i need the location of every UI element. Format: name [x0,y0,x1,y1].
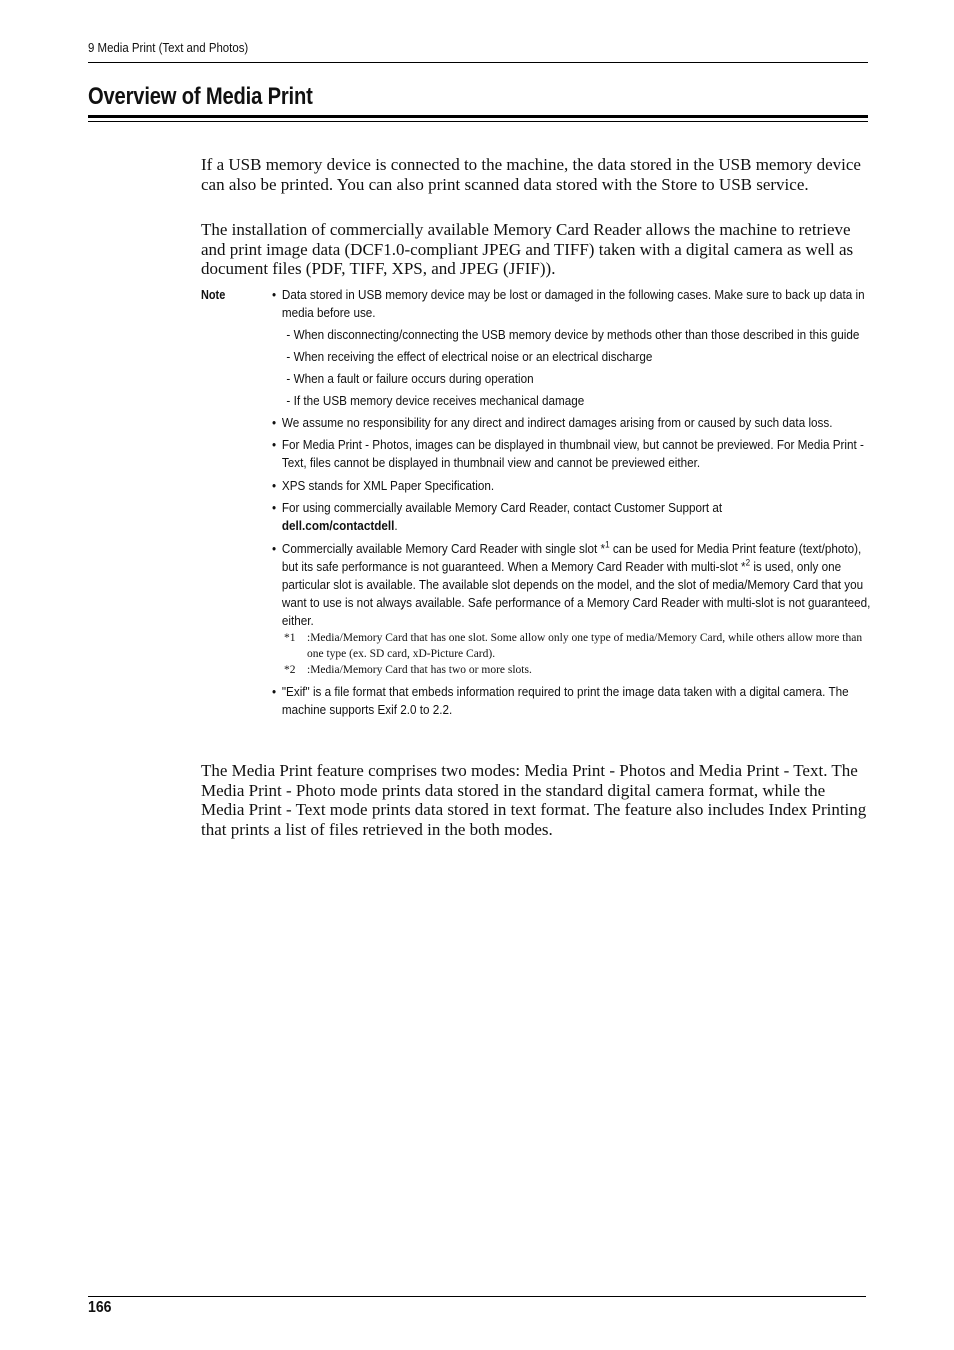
bullet-icon: • [272,415,277,430]
bullet-icon: • [272,287,277,302]
note-item-liability [272,414,876,432]
page-number: 166 [88,1299,112,1316]
note-subitem [272,392,888,410]
note-item-support [272,499,876,535]
note-subitem [272,370,888,388]
intro-paragraph-card-reader: The installation of commercially available Memory Card Reader allows the machine to retrieve and print image data (DCF1.0-compliant JPEG and TIFF) taken with a digital camera as well as document files (PDF, TIFF, XPS, and JPEG (JFIF)). [201,220,854,278]
dash-icon: - [286,371,291,386]
footnote-ref-1: 1 [605,539,610,550]
dash-icon: - [286,393,291,408]
bullet-icon: • [272,478,277,493]
bullet-icon: • [272,437,277,452]
note-subitem-text: When disconnecting/connecting the USB memory device by methods other than those described in this guide [293,327,860,342]
dash-icon: - [286,349,291,364]
intro-paragraph-usb: If a USB memory device is connected to the machine, the data stored in the USB memory device can also be printed. You can also print scanned data stored with the Store to USB service. [201,155,861,194]
note-text: For Media Print - Photos, images can be displayed in thumbnail view, but cannot be previewed. For Media Print - Text, files cannot be displayed in thumbnail view and cannot be previewed either. [281,437,864,470]
note-text: For using commercially available Memory Card Reader, contact Customer Support at [281,500,723,515]
footnote-text: :Media/Memory Card that has one slot. Some allow only one type of media/Memory Card, while others allow more than one type (ex. SD card, xD-Picture Card). [307,632,863,660]
footnote-1 [272,630,867,662]
bullet-icon: • [272,500,277,515]
note-item-xps [272,477,876,495]
note-text: XPS stands for XML Paper Specification. [281,478,495,493]
title-rule-thin [88,121,868,122]
note-text: Data stored in USB memory device may be lost or damaged in the following cases. Make sure to back up data in media before use. [281,287,865,320]
note-text: Commercially available Memory Card Reader with single slot * [281,541,606,556]
note-text-end: . [394,518,398,533]
footer-rule [88,1296,866,1297]
footnote-text: :Media/Memory Card that has two or more slots. [307,664,532,676]
footnote-2 [272,662,867,678]
footnote-ref-2: 2 [745,557,751,568]
title-rule-thick [88,115,868,118]
note-subitem [272,326,888,344]
bullet-icon: • [272,684,277,699]
note-item-thumbnail [272,436,876,472]
note-item-exif [272,683,876,719]
note-subitem [272,348,888,366]
note-text: is used, only one particular slot is available. The available slot depends on the model, and the slot of media/Memory Card that you want to use is not always available. Safe performance of a Memory Card Reader with multi-slot is not guaranteed, either. [281,559,871,628]
page-title: Overview of Media Print [88,83,313,110]
note-subitem-text: If the USB memory device receives mechanical damage [293,393,585,408]
note-text: We assume no responsibility for any direct and indirect damages arising from or caused by such data loss. [281,415,833,430]
header-rule [88,62,868,63]
dash-icon: - [286,327,291,342]
note-item-multislot [272,540,876,630]
running-head: 9 Media Print (Text and Photos) [88,40,249,55]
footnote-label: *1 [284,632,296,644]
support-link[interactable]: dell.com/contactdell [281,518,395,533]
note-block [272,286,892,719]
bullet-icon: • [272,541,277,556]
note-item-data-loss [272,286,876,322]
note-label: Note [201,287,226,302]
note-subitem-text: When a fault or failure occurs during operation [293,371,534,386]
modes-paragraph: The Media Print feature comprises two modes: Media Print - Photos and Media Print - Text. The Media Print - Photo mode prints data stored in the standard digital camera format, while the Media Print - Text mode prints data stored in text format. The feature also includes Index Printing that prints a list of files retrieved in the both modes. [201,761,867,839]
footnote-label: *2 [284,664,296,676]
note-text: "Exif" is a file format that embeds information required to print the image data taken with a digital camera. The machine supports Exif 2.0 to 2.2. [281,684,849,717]
note-subitem-text: When receiving the effect of electrical noise or an electrical discharge [293,349,653,364]
note-text: can be used for Media Print feature (text/photo), but its safe performance is not guaranteed. When a Memory Card Reader with multi-slot * [281,541,862,574]
